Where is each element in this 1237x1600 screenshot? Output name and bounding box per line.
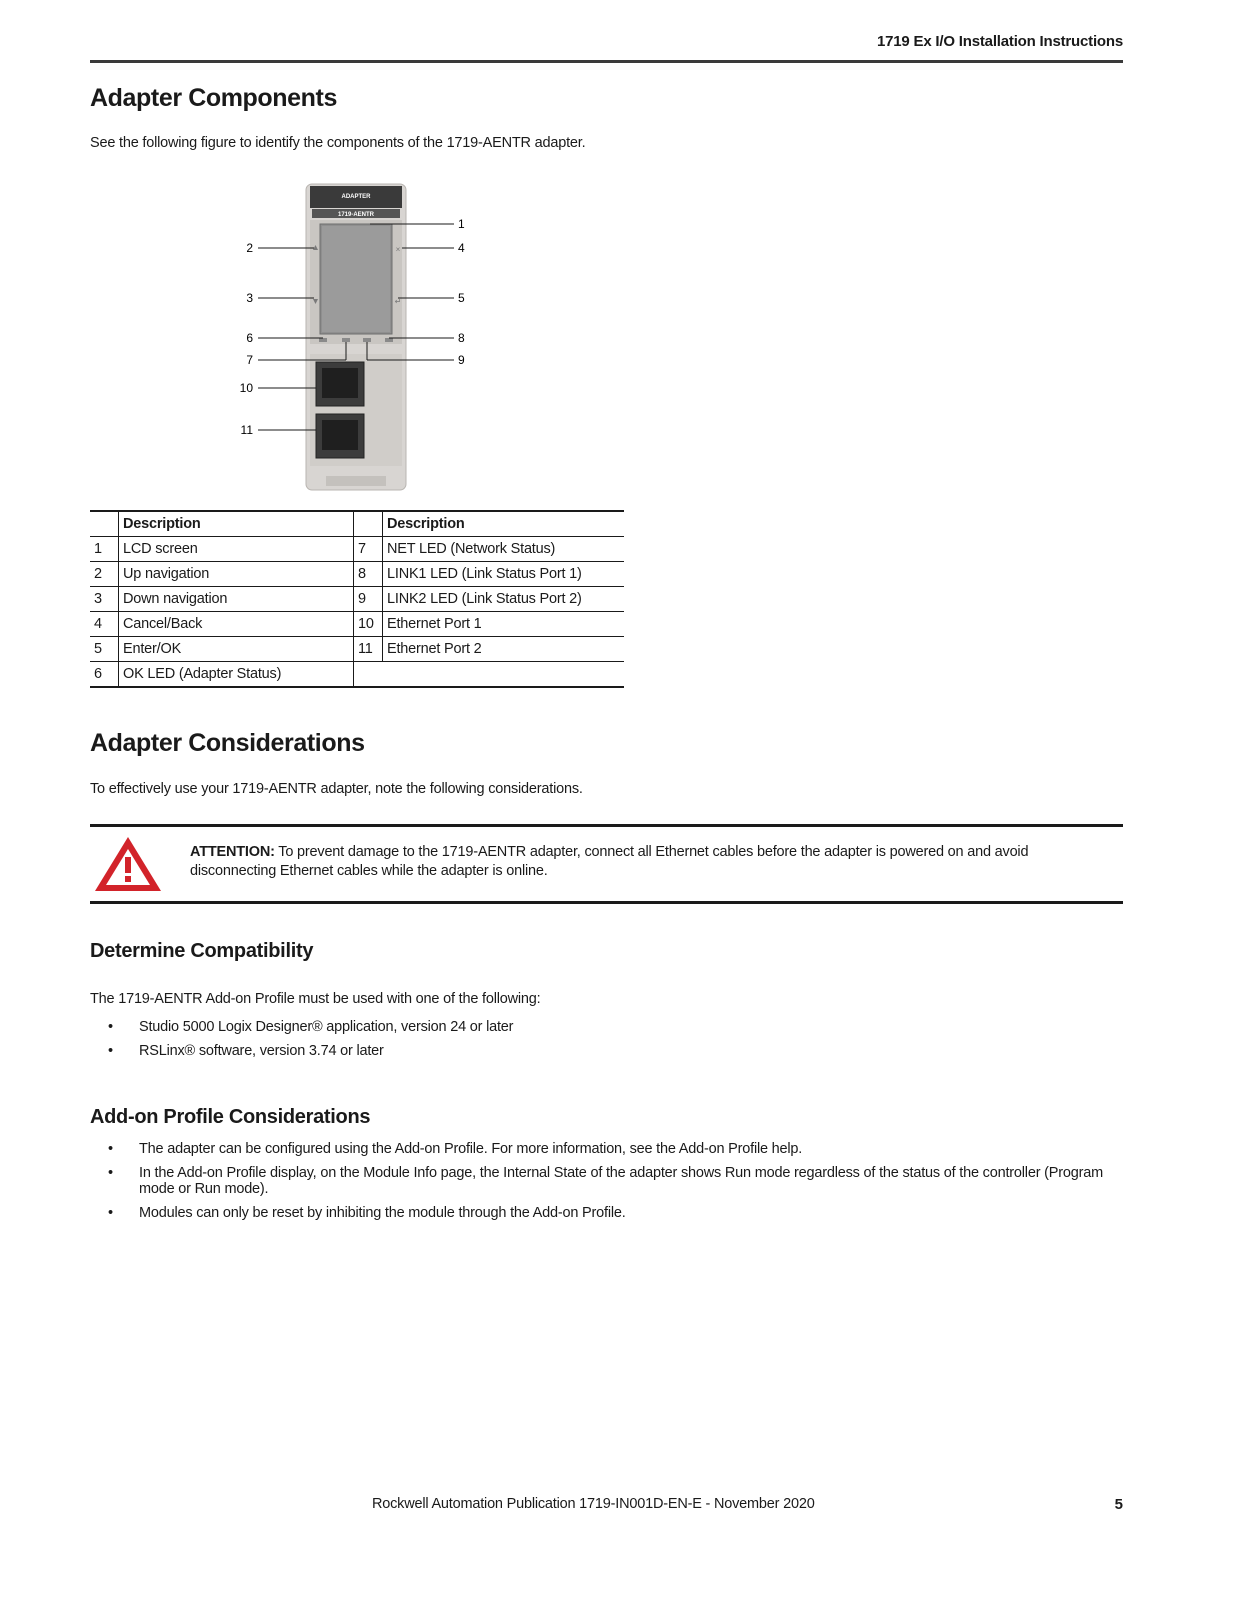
attention-box (90, 824, 1123, 904)
callout-4: 4 (458, 241, 465, 255)
adapter-components-heading: Adapter Components (90, 84, 337, 112)
table-cell: LINK2 LED (Link Status Port 2) (383, 587, 625, 612)
table-cell: LCD screen (119, 537, 354, 562)
table-row (90, 587, 624, 612)
table-cell: 1 (90, 537, 119, 562)
callout-6: 6 (246, 331, 253, 345)
table-cell (383, 662, 625, 688)
table-row (90, 637, 624, 662)
list-item: • Modules can only be reset by inhibiting the module through the Add-on Profile. (90, 1205, 1123, 1221)
aop-considerations-heading: Add-on Profile Considerations (90, 1106, 371, 1128)
table-cell: 8 (354, 562, 383, 587)
table-cell: OK LED (Adapter Status) (119, 662, 354, 688)
header-rule (90, 60, 1123, 63)
device-label-model: 1719-AENTR (337, 212, 375, 218)
table-cell: 3 (90, 587, 119, 612)
table-cell: 6 (90, 662, 119, 688)
device-label-top: ADAPTER (341, 194, 371, 200)
table-row (90, 537, 624, 562)
table-cell: Cancel/Back (119, 612, 354, 637)
table-cell: 9 (354, 587, 383, 612)
list-item: • RSLinx® software, version 3.74 or later (90, 1043, 1123, 1059)
publication-footer: Rockwell Automation Publication 1719-IN001D-EN-E - November 2020 (372, 1496, 815, 1512)
callout-2: 2 (246, 241, 253, 255)
list-item: • Studio 5000 Logix Designer® application, version 24 or later (90, 1019, 1123, 1035)
table-row (90, 662, 624, 688)
determine-compatibility-heading: Determine Compatibility (90, 940, 314, 962)
table-row (90, 612, 624, 637)
callout-10: 10 (239, 381, 253, 395)
table-cell: Ethernet Port 2 (383, 637, 625, 662)
warning-triangle-icon (92, 833, 164, 895)
callout-11: 11 (240, 423, 253, 437)
callout-1: 1 (458, 217, 465, 231)
callout-8: 8 (458, 331, 465, 345)
components-table (90, 510, 624, 688)
table-header-row (90, 511, 624, 537)
aop-considerations-list (90, 1141, 1123, 1229)
running-title: 1719 Ex I/O Installation Instructions (876, 33, 1123, 50)
adapter-considerations-heading: Adapter Considerations (90, 729, 365, 757)
callout-7: 7 (246, 353, 253, 367)
table-cell: NET LED (Network Status) (383, 537, 625, 562)
adapter-components-intro: See the following figure to identify the components of the 1719-AENTR adapter. (90, 135, 586, 151)
table-cell: Down navigation (119, 587, 354, 612)
table-cell: 10 (354, 612, 383, 637)
table-cell (354, 662, 383, 688)
table-row (90, 562, 624, 587)
svg-text:×: × (395, 245, 401, 254)
list-item: • The adapter can be configured using the Add-on Profile. For more information, see the Add-on Profile help. (90, 1141, 1123, 1157)
table-cell: Ethernet Port 1 (383, 612, 625, 637)
page-number: 5 (1114, 1496, 1123, 1513)
table-cell: 7 (354, 537, 383, 562)
callout-9: 9 (458, 353, 465, 367)
table-cell: 2 (90, 562, 119, 587)
adapter-figure (230, 178, 490, 503)
table-header-cell: Description (119, 511, 354, 537)
table-header-cell (90, 511, 119, 537)
attention-message: To prevent damage to the 1719-AENTR adapter, connect all Ethernet cables before the adapter is powered on and avoid disconnecting Ethernet cables while the adapter is online. (190, 844, 1029, 879)
table-cell: 11 (354, 637, 383, 662)
attention-text (190, 843, 1090, 881)
table-cell: Enter/OK (119, 637, 354, 662)
table-cell: Up navigation (119, 562, 354, 587)
table-cell: LINK1 LED (Link Status Port 1) (383, 562, 625, 587)
callout-3: 3 (246, 291, 253, 305)
table-header-cell (354, 511, 383, 537)
table-header-cell: Description (383, 511, 625, 537)
attention-label: ATTENTION: (190, 844, 275, 860)
compatibility-list (90, 1019, 1123, 1067)
list-item: • In the Add-on Profile display, on the Module Info page, the Internal State of the adapter shows Run mode regardless of the status of the controller (Program mode or Run mode). (90, 1165, 1123, 1197)
table-cell: 5 (90, 637, 119, 662)
svg-text:↵: ↵ (394, 297, 402, 306)
table-cell: 4 (90, 612, 119, 637)
callout-5: 5 (458, 291, 465, 305)
adapter-illustration (230, 178, 490, 503)
adapter-considerations-intro: To effectively use your 1719-AENTR adapter, note the following considerations. (90, 781, 583, 797)
determine-compatibility-intro: The 1719-AENTR Add-on Profile must be used with one of the following: (90, 991, 541, 1007)
